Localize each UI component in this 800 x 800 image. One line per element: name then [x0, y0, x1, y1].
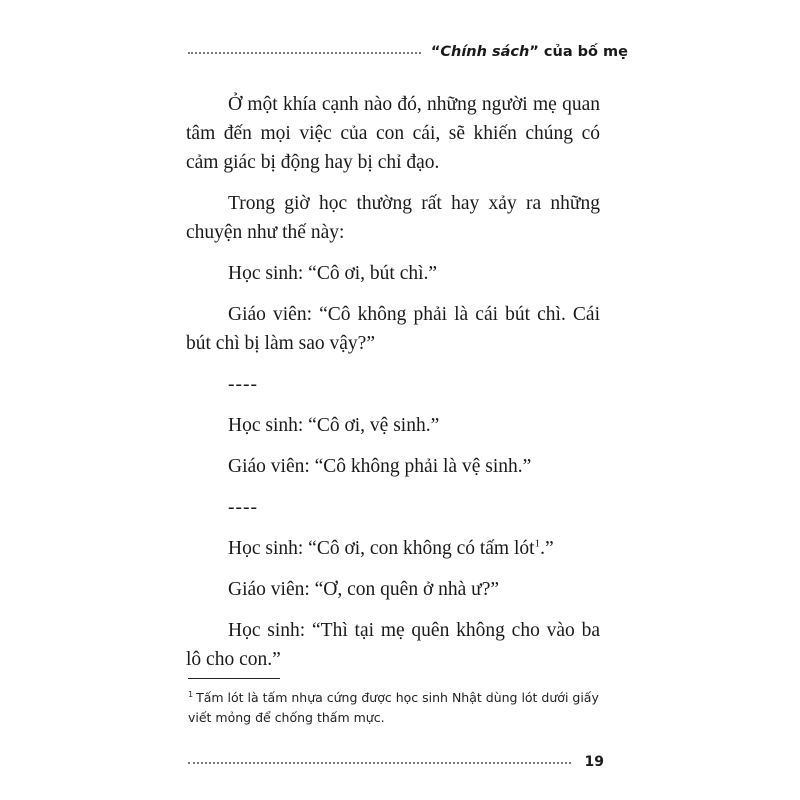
separator: ---- [228, 497, 258, 518]
title-quote-open: “ [430, 44, 441, 60]
title-quote-close: ” [529, 44, 539, 60]
footnote-marker: 1 [188, 689, 194, 699]
dialogue-line [186, 534, 600, 563]
footnote-reference: 1 [534, 537, 541, 550]
dialogue-line: Giáo viên: “Cô không phải là cái bút chì. Cái bút chì bị làm sao vậy?” [186, 304, 600, 354]
footnote-rule [188, 678, 280, 679]
dialogue-line: Học sinh: “Thì tại mẹ quên không cho vào ba lô cho con.” [186, 620, 600, 670]
footnote [188, 688, 600, 728]
footer-dotted-rule [188, 762, 571, 764]
paragraph: Ở một khía cạnh nào đó, những người mẹ quan tâm đến mọi việc của con cái, sẽ khiến chúng có cảm giác bị động hay bị chỉ đạo. [186, 94, 600, 173]
dialogue-text-end: .” [540, 538, 554, 559]
dialogue-text: Học sinh: “Cô ơi, con không có tấm lót [228, 538, 535, 559]
dialogue-line: Học sinh: “Cô ơi, bút chì.” [228, 263, 438, 284]
header-dotted-rule [188, 52, 421, 54]
dialogue-line: Giáo viên: “Ơ, con quên ở nhà ư?” [228, 579, 500, 600]
page-number: 19 [584, 754, 604, 770]
page-footer [188, 748, 604, 770]
paragraph: Trong giờ học thường rất hay xảy ra những chuyện như thế này: [186, 193, 600, 243]
title-italic-part: Chính sách [440, 44, 530, 60]
dialogue-line: Giáo viên: “Cô không phải là vệ sinh.” [228, 456, 532, 477]
separator: ---- [228, 374, 258, 395]
chapter-title [431, 44, 628, 60]
body-text [186, 90, 600, 686]
title-rest: của bố mẹ [538, 44, 628, 60]
running-header [188, 36, 628, 60]
dialogue-line: Học sinh: “Cô ơi, vệ sinh.” [228, 415, 440, 436]
footnote-text: Tấm lót là tấm nhựa cứng được học sinh Nhật dùng lót dưới giấy viết mỏng để chống thấm mực. [188, 690, 599, 725]
